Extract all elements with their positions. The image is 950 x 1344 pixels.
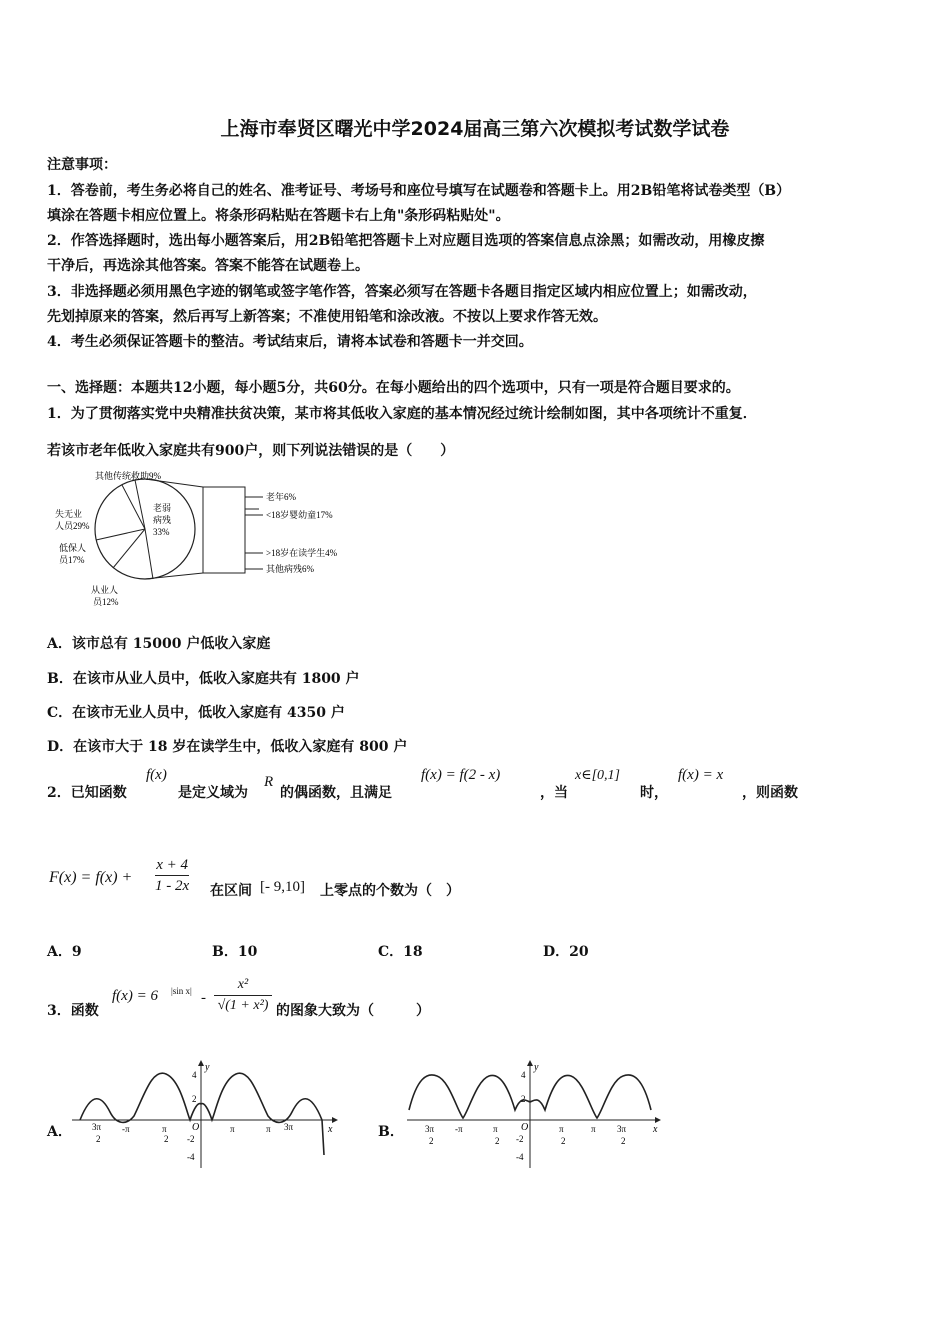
q3-denominator: √(1 + x²)	[217, 998, 269, 1013]
q3-exponent: |sin x|	[171, 986, 192, 996]
notice-line: 干净后，再选涂其他答案。答案不能答在试题卷上。	[47, 258, 369, 274]
curve-a	[80, 1073, 324, 1155]
q3-numerator: x²	[214, 975, 272, 996]
option-a[interactable]: A．	[47, 1124, 72, 1140]
pie-divider	[122, 485, 145, 529]
label-disabled: 33%	[153, 527, 170, 537]
svg-text:π: π	[162, 1124, 167, 1134]
svg-text:3π: 3π	[617, 1124, 627, 1134]
notice-line: 3．非选择题必须用黑色字迹的钢笔或签字笔作答，答案必须写在答题卡各题目指定区域内相应位置上；如需改动，	[47, 284, 757, 300]
svg-text:3π: 3π	[425, 1124, 435, 1134]
q2-stem: 2．已知函数	[47, 785, 127, 801]
option-d[interactable]: D．在该市大于 18 岁在读学生中，低收入家庭有 800 户	[47, 739, 408, 755]
q2-interval: x∈[0,1]	[575, 768, 620, 783]
q2-range: [- 9,10]	[260, 879, 305, 895]
pie-divider	[135, 480, 145, 529]
q2-stem: 时，	[640, 785, 668, 801]
label-child: <18岁婴幼童17%	[266, 510, 333, 520]
svg-text:x: x	[653, 1124, 658, 1135]
svg-text:4: 4	[192, 1070, 197, 1080]
q2-denominator: 1 - 2x	[155, 878, 190, 894]
page-title: 上海市奉贤区曙光中学2024届高三第六次模拟考试数学试卷	[220, 118, 730, 140]
section-heading: 一、选择题：本题共12小题，每小题5分，共60分。在每小题给出的四个选项中，只有一项是符合题目要求的。	[47, 380, 740, 396]
option-a[interactable]: A．该市总有 15000 户低收入家庭	[47, 636, 271, 652]
svg-text:π: π	[559, 1124, 564, 1134]
q1-pie-chart	[45, 465, 345, 615]
label-others: 其他传统救助9%	[95, 471, 161, 481]
label-low-income: 员17%	[59, 555, 85, 565]
breakdown-bar	[203, 487, 245, 573]
q2-condition: f(x) = f(2 - x)	[421, 767, 501, 783]
option-d[interactable]: D．20	[543, 944, 589, 960]
svg-text:π: π	[266, 1124, 271, 1134]
label-employed: 员12%	[93, 597, 119, 607]
notice-line: 先划掉原来的答案，然后再写上新答案；不准使用铅笔和涂改液。不按以上要求作答无效。	[47, 309, 607, 325]
label-employed: 从业人	[91, 585, 119, 595]
svg-text:2: 2	[495, 1136, 500, 1146]
q2-stem: 在区间	[210, 883, 252, 899]
q3-minus: -	[201, 990, 206, 1006]
option-a[interactable]: A．9	[47, 944, 82, 960]
svg-text:π: π	[493, 1124, 498, 1134]
svg-text:2: 2	[96, 1134, 101, 1144]
label-other-disabled: 其他病残6%	[266, 564, 314, 574]
graph-b[interactable]	[405, 1060, 665, 1170]
svg-text:y: y	[205, 1062, 210, 1073]
svg-text:3π: 3π	[284, 1122, 294, 1132]
q2-fx-eq: f(x) = x	[678, 767, 724, 783]
label-unemployed: 失无业	[55, 509, 83, 519]
svg-text:2: 2	[192, 1094, 197, 1104]
q2-fraction	[155, 855, 189, 896]
q2-stem: 上零点的个数为（ ）	[320, 883, 460, 899]
q2-stem: ，则函数	[742, 785, 798, 801]
svg-text:2: 2	[429, 1136, 434, 1146]
notice-heading: 注意事项：	[47, 157, 117, 173]
q3-fraction	[214, 975, 272, 1016]
label-unemployed: 人员29%	[55, 521, 90, 531]
svg-text:y: y	[534, 1062, 539, 1073]
q2-R: R	[264, 774, 274, 790]
q2-stem: 是定义域为	[178, 785, 248, 801]
svg-text:O: O	[192, 1122, 200, 1133]
svg-text:2: 2	[621, 1136, 626, 1146]
svg-text:-π: -π	[122, 1124, 130, 1134]
label-low-income: 低保人	[59, 543, 87, 553]
label-elder: 老年6%	[266, 492, 296, 502]
q2-fx: f(x)	[146, 767, 167, 783]
notice-line: 4．考生必须保证答题卡的整洁。考试结束后，请将本试卷和答题卡一并交回。	[47, 334, 533, 350]
notice-line: 填涂在答题卡相应位置上。将条形码粘贴在答题卡右上角"条形码粘贴处"。	[47, 208, 510, 224]
label-disabled: 病残	[153, 515, 172, 525]
svg-text:2: 2	[521, 1094, 526, 1104]
svg-text:-π: -π	[455, 1124, 463, 1134]
svg-text:-4: -4	[516, 1152, 524, 1162]
svg-text:O: O	[521, 1122, 529, 1133]
svg-text:2: 2	[164, 1134, 169, 1144]
q3-stem: 3．函数	[47, 1003, 99, 1019]
q2-numerator: x + 4	[155, 855, 189, 876]
label-student: >18岁在读学生4%	[266, 548, 338, 558]
q1-stem: 1．为了贯彻落实党中央精准扶贫决策，某市将其低收入家庭的基本情况经过统计绘制如图，其中各项统计不重复．	[47, 406, 757, 422]
q2-stem: 的偶函数，且满足	[280, 785, 392, 801]
notice-line: 1．答卷前，考生务必将自己的姓名、准考证号、考场号和座位号填写在试题卷和答题卡上。用2B铅笔将试卷类型（B）	[47, 183, 791, 199]
svg-text:x: x	[328, 1124, 333, 1135]
q2-stem: ，当	[540, 785, 568, 801]
svg-text:π: π	[591, 1124, 596, 1134]
q1-stem: 若该市老年低收入家庭共有900户，则下列说法错误的是（ ）	[47, 443, 455, 459]
svg-text:-4: -4	[187, 1152, 195, 1162]
q3-stem: 的图象大致为（ ）	[276, 1003, 430, 1019]
option-b[interactable]: B．	[378, 1124, 404, 1140]
option-b[interactable]: B．10	[212, 944, 258, 960]
svg-text:-2: -2	[187, 1134, 195, 1144]
svg-text:π: π	[230, 1124, 235, 1134]
svg-text:3π: 3π	[92, 1122, 102, 1132]
graph-a[interactable]	[70, 1060, 340, 1170]
option-c[interactable]: C．18	[378, 944, 423, 960]
svg-text:2: 2	[561, 1136, 566, 1146]
svg-text:4: 4	[521, 1070, 526, 1080]
label-disabled: 老弱	[153, 503, 172, 513]
svg-text:-2: -2	[516, 1134, 524, 1144]
option-b[interactable]: B．在该市从业人员中，低收入家庭共有 1800 户	[47, 671, 360, 687]
notice-line: 2．作答选择题时，选出每小题答案后，用2B铅笔把答题卡上对应题目选项的答案信息点涂黑；如需改动，用橡皮擦	[47, 233, 765, 249]
option-c[interactable]: C．在该市无业人员中，低收入家庭有 4350 户	[47, 705, 345, 721]
q2-Fx: F(x) = f(x) +	[49, 869, 133, 886]
connector-line	[145, 573, 203, 579]
pie-divider	[145, 529, 153, 579]
q3-fx: f(x) = 6	[112, 988, 158, 1004]
